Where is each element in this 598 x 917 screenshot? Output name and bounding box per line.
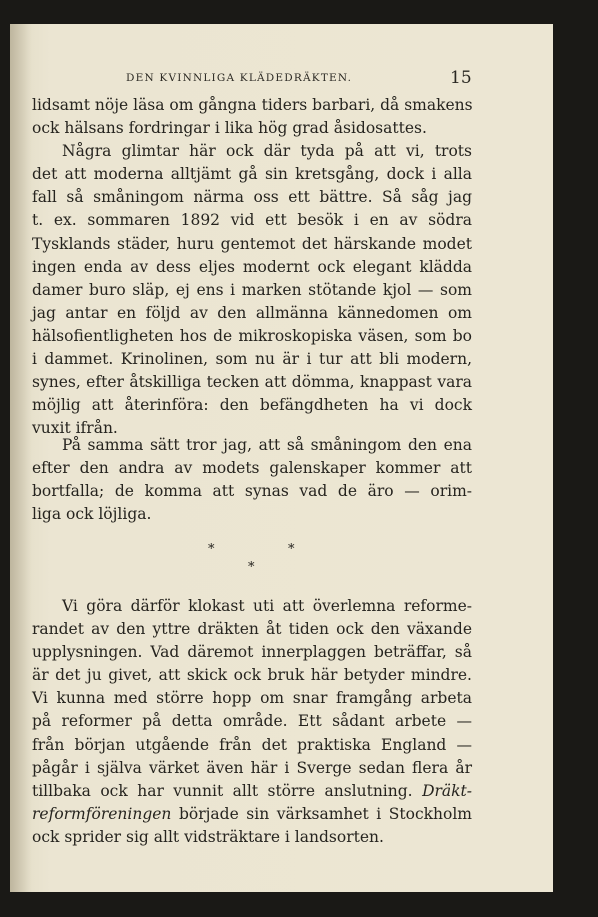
text-line: Vi göra därför klokast uti att överlemna reforme- — [62, 597, 472, 615]
text-line: t. ex. sommaren 1892 vid ett besök i en av södra — [32, 211, 472, 230]
text-line: Vi kunna med större hopp om snar framgång arbeta — [32, 689, 472, 708]
text-line: möjlig att återinföra: den befängdheten ha vi dock — [32, 396, 472, 415]
text-line: ock sprider sig allt vidsträktare i landsorten. — [32, 827, 384, 846]
text-fragment: började sin värksamhet i Stockholm — [178, 804, 472, 823]
paragraph — [32, 595, 472, 849]
italic-term: Dräkt- — [422, 781, 472, 800]
section-break-asterism — [32, 542, 472, 582]
text-line: bortfalla; de komma att synas vad de äro — orim- — [32, 482, 472, 501]
text-line: i dammet. Krinolinen, som nu är i tur att bli modern, — [32, 350, 472, 369]
text-line: På samma sätt tror jag, att så småningom den ena — [62, 436, 472, 454]
page-gutter-shadow — [10, 24, 32, 892]
asterisk-mark: * — [288, 542, 295, 557]
text-line: jag antar en följd av den allmänna kännedomen om — [32, 303, 472, 322]
text-line: på reformer på detta område. Ett sådant arbete — — [32, 712, 472, 731]
text-line: ingen enda av dess eljes modernt ock elegant klädda — [32, 257, 472, 276]
text-line: randet av den yttre dräkten åt tiden ock den växande — [32, 620, 472, 639]
text-line: ock hälsans fordringar i lika hög grad åsidosattes. — [32, 119, 427, 138]
text-line: synes, efter åtskilliga tecken att dömma, knappast vara — [32, 373, 472, 392]
text-line: Några glimtar här ock där tyda på att vi, trots — [62, 142, 472, 161]
text-line: lidsamt nöje läsa om gångna tiders barbari, då smakens — [32, 96, 473, 114]
page-number: 15 — [450, 68, 472, 88]
text-line: vuxit ifrån. — [32, 419, 118, 438]
text-line — [32, 780, 472, 803]
text-line: Tysklands städer, huru gentemot det härskande modet — [32, 234, 472, 253]
text-line: damer buro släp, ej ens i marken stötande kjol — som — [32, 280, 472, 299]
italic-term: reformföreningen — [32, 804, 172, 823]
text-fragment: tillbaka ock har vunnit allt större anslutning. — [32, 781, 413, 800]
text-line: liga ock löjliga. — [32, 505, 152, 524]
text-line: är det ju givet, att skick ock bruk här betyder mindre. — [32, 666, 472, 685]
text-line: från början utgående från det praktiska England — — [32, 735, 472, 754]
text-line — [32, 803, 472, 826]
text-line: efter den andra av modets galenskaper kommer att — [32, 459, 472, 478]
asterisk-mark: * — [208, 542, 215, 557]
text-line: upplysningen. Vad däremot innerplaggen beträffar, så — [32, 643, 472, 662]
paragraph-continued — [32, 94, 472, 440]
text-line: hälsofientligheten hos de mikroskopiska väsen, som bo — [32, 326, 472, 345]
text-line: pågår i själva värket även här i Sverge sedan flera år — [32, 758, 472, 777]
text-line: det att moderna alltjämt gå sin kretsgång, dock i alla — [32, 165, 472, 184]
text-line: fall så småningom närma oss ett bättre. Så såg jag — [32, 188, 472, 207]
asterisk-mark: * — [248, 560, 255, 575]
book-page — [10, 24, 553, 892]
running-title: DEN KVINNLIGA KLÄDEDRÄKTEN. — [126, 72, 353, 84]
paragraph — [32, 434, 472, 526]
running-head — [32, 68, 472, 90]
